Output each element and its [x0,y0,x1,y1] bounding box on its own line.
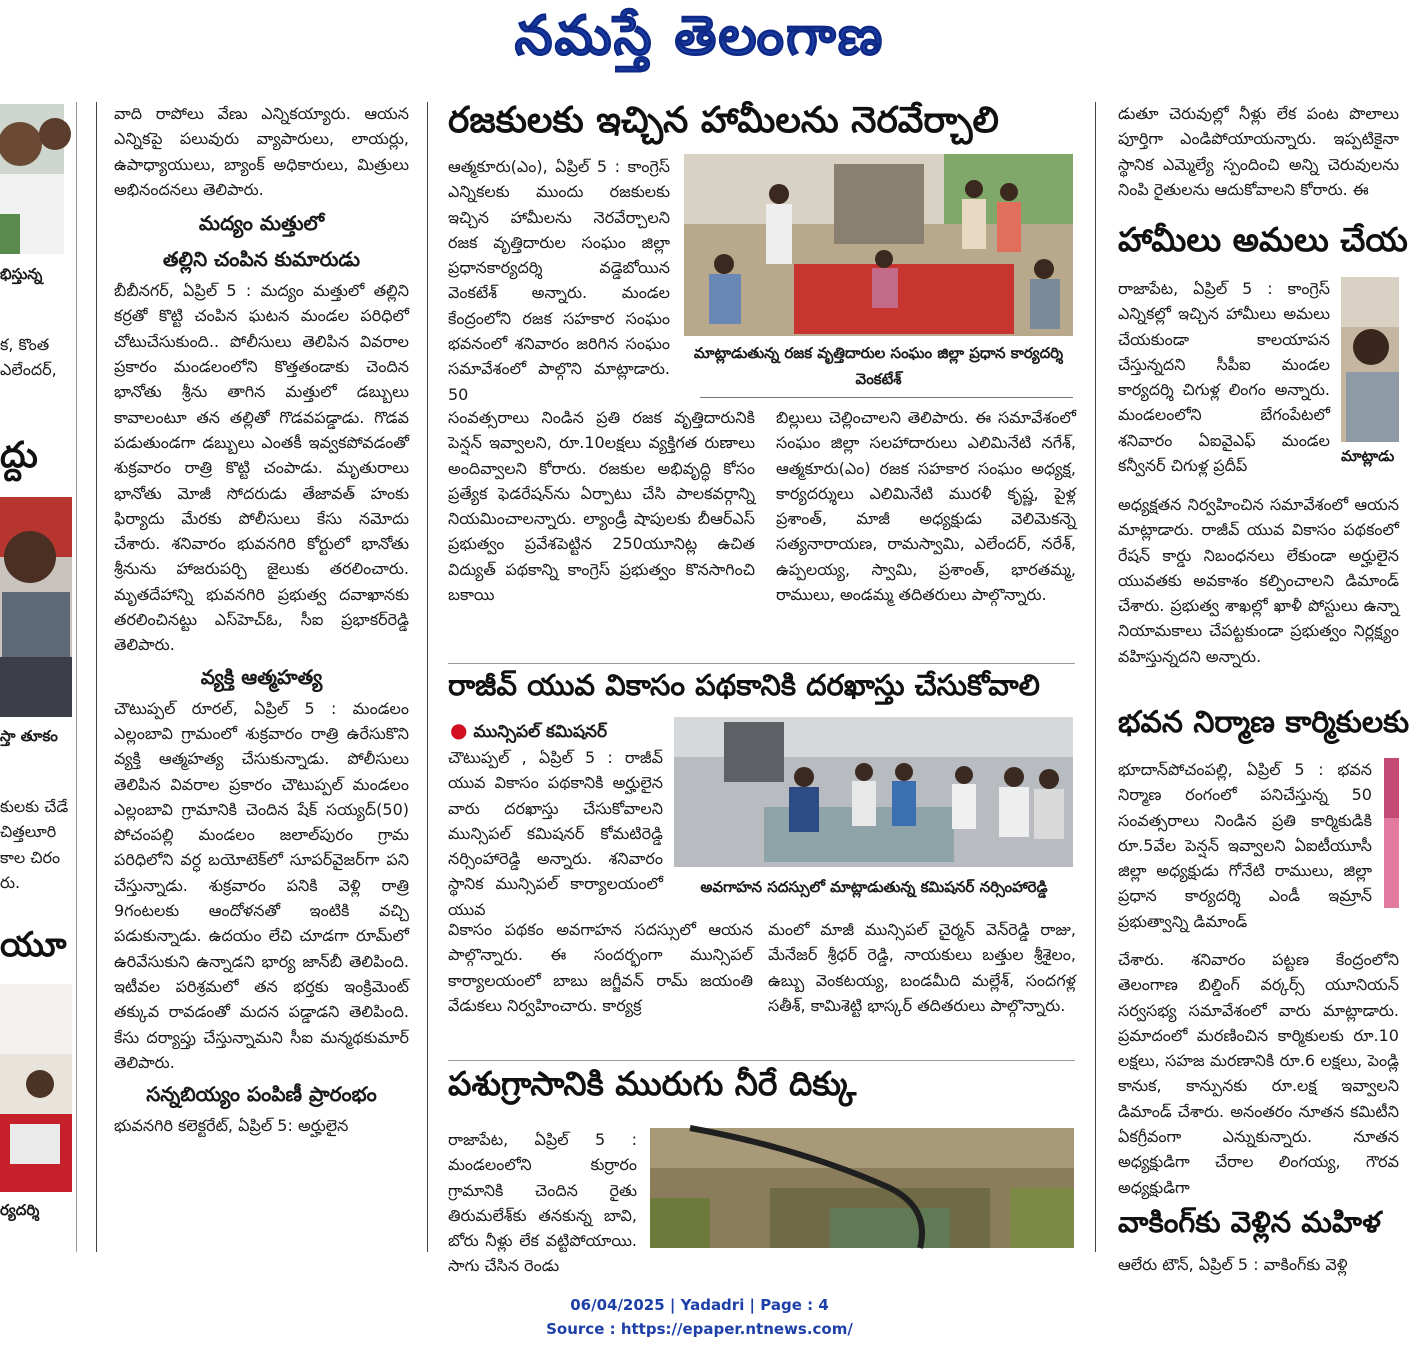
article-body: వికాసం పథకం అవగాహన సదస్సులో ఆయన పాల్గొన్నారు. ఈ సందర్భంగా మున్సిపల్ కార్యాలయంలో బాబు జగ్జీవన్ రామ్ జయంతి వేడుకలు నిర్వహించారు. కార్యక్ర [448,920,753,1015]
article-body: రాజాపేట, ఏప్రిల్ 5 : మండలంలోని కుర్రారం గ్రామానికి చెందిన రైతు తిరుమలేశ్‌కు తనకున్న బావి, బోరు నీళ్లు లేక వట్టిపోయాయి. సాగు చేసిన రెండు [448,1130,637,1276]
article-headline: హామీలు అమలు చేయ [1118,220,1408,259]
left-strip-caption: స్తా తూకం [0,727,58,745]
article-body: అధ్యక్షతన నిర్వహించిన సమావేశంలో ఆయన మాట్లాడారు. రాజీవ్ యువ వికాసం పథకంలో రేషన్ కార్డు నిబంధనలు లేకుండా అర్హులైన యువతకు అవకాశం కల్పించాలని డిమాండ్ చేశారు. ప్రభుత్వ శాఖల్లో ఖాళీ పోస్టులు ఉన్నా నియామకాలు చేపట్టకుండా ప్రభుత్వం నిర్లక్ష్యం వహిస్తున్నదని అన్నారు. [1118,495,1399,666]
article-body: బిల్లులు చెల్లించాలని తెలిపారు. ఈ సమావేశంలో సంఘం జిల్లా సలహాదారులు ఎలిమినేటి నగేశ్, ఆత్మకూరు(ఎం) రజక సహకార సంఘం అధ్యక్ష, కార్యదర్శులు ఎలిమినేటి మురళీ కృష్ణ, పైళ్ల ప్రశాంత్, మాజీ అధ్యక్షుడు వెలిమెకన్నె సత్యనారాయణ, రామస్వామి, ఎలేందర్, నరేశ్, ఉప్పలయ్య, స్వామి, ప్రశాంత్, భారతమ్మ, రాములు, అండమ్మ తదితరులు పాల్గొన్నారు. [776,408,1076,605]
story-title: తల్లిని చంపిన కుమారుడు [162,247,361,272]
article-headline: భవన నిర్మాణ కార్మికులకు [1118,705,1409,740]
bullet-icon: ● [450,718,468,742]
article-body: సంవత్సరాలు నిండిన ప్రతి రజక వృత్తిదారునికి పెన్షన్ ఇవ్వాలని, రూ.10లక్షలు వ్యక్తిగత రుణాలు అందివ్వాలని కోరారు. రజకుల అభివృద్ధి కోసం ప్రత్యేక ఫెడరేషన్‌ను ఏర్పాటు చేసి పాలకవర్గాన్ని నియమించాలన్నారు. ల్యాండ్రీ షాపులకు బీఆర్‌ఎస్ ప్రభుత్వం ప్రవేశపెట్టిన 250యూనిట్ల ఉచిత విద్యుత్ పథకాన్ని కాంగ్రెస్ ప్రభుత్వం కొనసాగించి బకాయి [448,408,755,605]
article-photo [650,1128,1074,1248]
kicker-text: మున్సిపల్ కమిషనర్ [473,722,608,742]
article-separator [448,1060,1075,1061]
article-kicker [450,718,670,745]
fragment-line: రు. [0,872,21,892]
story-body: బీబీనగర్, ఏప్రిల్ 5 : మద్యం మత్తులో తల్లిని కర్రతో కొట్టి చంపిన ఘటన మండల పరిధిలో చోటుచేసుకుంది.. పోలీసులు తెలిపిన వివరాల ప్రకారం మండలంలోని కొత్తతండాకు చెందిన భానోతు శ్రీను తాగిన మత్తులో డబ్బులు కావాలంటూ తన తల్లితో గొడవపడ్డాడు. గొడవ పడుతుండగా డబ్బులు ఎంతకీ ఇవ్వకపోవడంతో శుక్రవారం రాత్రి కొట్టి చంపాడు. మృతురాలు భానోతు మోజీ సోదరుడు తేజావత్ హంకు ఫిర్యాదు మేరకు పోలీసులు కేసు నమోదు చేశారు. శనివారం భువనగిరి కోర్టులో భానోతు శ్రీనును హాజరుపర్చి జైలుకు తరలించారు. మృతదేహాన్ని భువనగిరి ప్రభుత్వ దవాఖానకు తరలించినట్టు ఎస్‌హెచ్‌ఓ, సీఐ ప్రభాకర్‌రెడ్డి తెలిపారు. [114,281,409,655]
article-headline: రాజీవ్ యువ వికాసం పథకానికి దరఖాస్తు చేసుకోవాలి [448,668,1040,702]
article-body: చౌటుప్పల్ , ఏప్రిల్ 5 : రాజీవ్ యువ వికాసం పథకానికి అర్హులైన వారు దరఖాస్తు చేసుకోవాలని మున్సిపల్ కమిషనర్ కోమటిరెడ్డి నర్సింహారెడ్డి అన్నారు. శనివారం స్థానిక మున్సిపల్ కార్యాలయంలో యువ [448,748,663,919]
article-photo [1384,758,1399,908]
article-photo [684,154,1073,336]
column-divider [76,102,77,1252]
left-photo-bottom [0,984,72,1192]
photo-caption: మాట్లాడు [1341,447,1395,465]
story-body: చౌటుప్పల్ రూరల్, ఏప్రిల్ 5 : మండలం ఎల్లంబావి గ్రామంలో శుక్రవారం రాత్రి ఉరేసుకొని వ్యక్తి ఆత్మహత్య చేసుకున్నాడు. పోలీసులు తెలిపిన వివరాల ప్రకారం చౌటుప్పల్ మండలం ఎల్లంబావి గ్రామానికి చెందిన షేక్ సయ్యద్(50) పోచంపల్లి మండలం జలాల్‌పురం గ్రామ పరిధిలోని వర్ధ బయోటెక్‌లో సూపర్‌వైజర్‌గా పని చేస్తున్నాడు. శుక్రవారం పనికి వెళ్లి రాత్రి 9గంటలకు ఆందోళనతో ఇంటికి వచ్చి పడుకున్నాడు. ఉదయం లేచి చూడగా రూమ్‌లో ఉరివేసుకుని ఉన్నాడని భార్య జాన్‌బీ తెలిపింది. ఇటీవల పరిశ్రమలో తన భర్తకు ఇంక్రిమెంట్ తక్కువ రావడంతో మదన పడ్డాడని తెలిపింది. కేసు దర్యాప్తు చేస్తున్నామని సీఐ మన్మథకుమార్ తెలిపారు. [114,698,409,1072]
article-body: మంలో మాజీ మున్సిపల్ చైర్మన్ వెన్‌రెడ్డి రాజు, మేనేజర్ శ్రీధర్ రెడ్డి, నాయకులు బత్తుల శ్రీశైలం, ఉబ్బు వెంకటయ్య, బండమీది మల్లేశ్, సందగళ్ల సతీశ్, కామిశెట్టి భాస్కర్ తదితరులు పాల్గొన్నారు. [768,920,1076,1015]
article-body: భూదాన్‌పోచంపల్లి, ఏప్రిల్ 5 : భవన నిర్మాణ రంగంలో పనిచేస్తున్న 50 సంవత్సరాలు నిండిన ప్రతి కార్మికుడికి రూ.5వేల పెన్షన్ ఇవ్వాలని ఏఐటీయూసీ జిల్లా అధ్యక్షుడు గోనేటి రాములు, జిల్లా ప్రధాన కార్యదర్శి ఎండీ ఇమ్రాన్ ప్రభుత్వాన్ని డిమాండ్ [1118,760,1372,931]
left-strip-caption: భిస్తున్న [0,265,43,283]
fragment-line: క, కొంత [0,335,50,354]
article-photo [1341,277,1399,442]
article-body: ఆలేరు టౌన్, ఏప్రిల్ 5 : వాకింగ్‌కు వెళ్లి [1118,1255,1348,1274]
footer-source-link[interactable]: Source : https://epaper.ntnews.com/ [546,1320,853,1338]
left-strip-headline: యూ [0,925,67,965]
article-body: ఆత్మకూరు(ఎం), ఏప్రిల్ 5 : కాంగ్రెస్ ఎన్నికలకు ముందు రజకులకు ఇచ్చిన హామీలను నెరవేర్చాలని రజక వృత్తిదారుల సంఘం జిల్లా ప్రధానకార్యదర్శి వడ్డెబోయిన వెంకటేశ్ అన్నారు. మండల కేంద్రంలోని రజక సహకార సంఘం భవనంలో శనివారం జరిగిన సంఘం సమావేశంలో పాల్గొని మాట్లాడారు. 50 [448,157,670,404]
masthead-logo: నమస్తే తెలంగాణ [514,4,885,67]
column-divider [1095,102,1096,1252]
left-strip-headline: ద్దు [0,435,38,476]
left-strip-fragment [0,332,74,383]
story-body: భువనగిరి కలెక్టరేట్, ఏప్రిల్ 5: అర్హులైన [114,1116,349,1136]
article-photo [674,717,1073,867]
story-title: వ్యక్తి ఆత్మహత్య [200,664,323,689]
article-headline: రజకులకు ఇచ్చిన హామీలను నెరవేర్చాలి [448,100,999,141]
article-headline: వాకింగ్‌కు వెళ్లిన మహిళ [1118,1205,1381,1239]
left-photo-middle [0,497,72,717]
intro-paragraph: వాది రాపోలు వేణు ఎన్నికయ్యారు. ఆయన ఎన్నికపై పలువురు వ్యాపారులు, లాయర్లు, ఉపాధ్యాయులు, బ్యాంక్ అధికారులు, మిత్రులు అభినందనలు తెలిపారు. [114,104,409,199]
caption-rule [700,397,1073,398]
right-top-text: డుతూ చెరువుల్లో నీళ్లు లేక పంట పొలాలు పూర్తిగా ఎండిపోయాయన్నారు. ఇప్పటికైనా స్థానిక ఎమ్మెల్యే స్పందించి అన్ని చెరువులను నింపి రైతులను ఆదుకోవాలని కోరారు. ఈ [1118,104,1399,199]
footer-date-line: 06/04/2025 | Yadadri | Page : 4 [570,1296,829,1314]
story-title: మద్యం మత్తులో [198,211,325,236]
left-strip-caption: ర్యదర్శి [0,1201,40,1219]
fragment-line: కులకు చేడే [0,797,69,816]
photo-caption: అవగాహన సదస్సులో మాట్లాడుతున్న కమిషనర్ నర్సింహారెడ్డి [700,878,1048,896]
article-headline: పశుగ్రాసానికి మురుగు నీరే దిక్కు [448,1064,857,1103]
story-title: సన్నబియ్యం పంపిణీ ప్రారంభం [146,1082,377,1107]
column-divider [96,102,97,1252]
article-body: చేశారు. శనివారం పట్టణ కేంద్రంలోని తెలంగాణ బిల్డింగ్ వర్కర్స్ యూనియన్ సర్వసభ్య సమావేశంలో వారు మాట్లాడారు. ప్రమాదంలో మరణించిన కార్మికులకు రూ.10 లక్షలు, సహజ మరణానికి రూ.6 లక్షలు, పెండ్లి కానుక, కాన్పునకు రూ.లక్ష ఇవ్వాలని డిమాండ్ చేశారు. అనంతరం నూతన కమిటీని ఏకగ్రీవంగా ఎన్నుకున్నారు. నూతన అధ్యక్షుడిగా చేరాల లింగయ్య, గౌరవ అధ్యక్షుడిగా [1118,950,1399,1197]
left-photo-top [0,104,64,254]
column-two [114,101,409,1251]
column-divider [427,102,428,1252]
fragment-line: చిత్తలూరి [0,822,57,842]
article-separator [448,663,1075,664]
fragment-line: కాల చిరం [0,847,61,867]
left-strip-fragment [0,794,74,895]
photo-caption: మాట్లాడుతున్న రజక వృత్తిదారుల సంఘం జిల్లా ప్రధాన కార్యదర్శి వెంకటేశ్ [693,344,1064,388]
article-body: రాజాపేట, ఏప్రిల్ 5 : కాంగ్రెస్ ఎన్నికల్లో ఇచ్చిన హామీలు అమలు చేయకుండా కాలయాపన చేస్తున్నదని సీపీఐ మండల కార్యదర్శి చిగుళ్ల లింగం అన్నారు. మండలంలోని బేగంపేటలో శనివారం ఏఐవైఎఫ్ మండల కన్వీనర్ చిగుళ్ల ప్రదీప్ [1118,279,1330,476]
fragment-line: ఎలేందర్, [0,360,57,380]
